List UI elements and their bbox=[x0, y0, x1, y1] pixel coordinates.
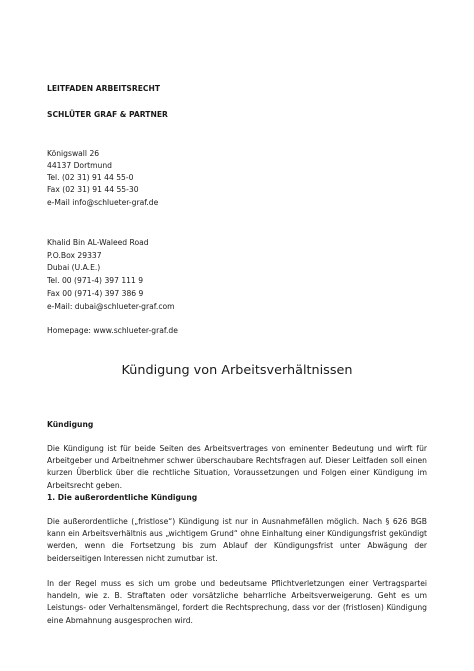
dubai-tel: Tel. 00 (971-4) 397 111 9 bbox=[47, 276, 144, 285]
dortmund-email: e-Mail info@schlueter-graf.de bbox=[47, 198, 159, 207]
homepage: Homepage: www.schlueter-graf.de bbox=[47, 326, 178, 335]
section-heading-ausserordentlich: 1. Die außerordentliche Kündigung bbox=[47, 493, 198, 502]
dubai-city: Dubai (U.A.E.) bbox=[47, 263, 101, 272]
dortmund-fax: Fax (02 31) 91 44 55-30 bbox=[47, 185, 139, 194]
dubai-email: e-Mail: dubai@schlueter-graf.com bbox=[47, 302, 175, 311]
document-title: Kündigung von Arbeitsverhältnissen bbox=[121, 363, 353, 378]
firm-name: SCHLÜTER GRAF & PARTNER bbox=[47, 110, 168, 119]
paragraph-pflichtverletzungen: In der Regel muss es sich um grobe und bedeutsame Pflichtverletzungen einer Vertragspartei handeln, wie z. B. Straftaten oder vorsätzliche beharrliche Arbeitsverweigerung. Geht es um Leistungs- oder Verhaltensmängel, fordert die Rechtsprechung, dass vor der (fristlosen) Kündigung eine Abmahnung ausgesprochen wird. bbox=[47, 579, 427, 625]
section-heading-kuendigung: Kündigung bbox=[47, 420, 94, 429]
intro-paragraph: Die Kündigung ist für beide Seiten des Arbeitsvertrages von eminenter Bedeutung und wirft für Arbeitgeber und Arbeitnehmer schwer überschaubare Rechtsfragen auf. Dieser Leitfaden soll einen kurzen Überblick über die rechtliche Situation, Voraussetzungen und Folgen einer Kündigung im Arbeitsrecht geben. bbox=[47, 444, 427, 490]
dortmund-tel: Tel. (02 31) 91 44 55-0 bbox=[47, 173, 134, 182]
paragraph-ausserordentlich: Die außerordentliche („fristlose“) Kündigung ist nur in Ausnahmefällen möglich. Nach § 626 BGB kann ein Arbeitsverhältnis aus „wichtigem Grund“ ohne Einhaltung einer Kündigungsfrist gekündigt werden, wenn die Fortsetzung bis zum Ablauf der Kündigungsfrist unter Abwägung der beiderseitigen Interessen nicht zumutbar ist. bbox=[47, 517, 427, 563]
dubai-fax: Fax 00 (971-4) 397 386 9 bbox=[47, 289, 144, 298]
dortmund-city: 44137 Dortmund bbox=[47, 161, 113, 170]
dubai-pobox: P.O.Box 29337 bbox=[47, 251, 102, 260]
doc-label: LEITFADEN ARBEITSRECHT bbox=[47, 84, 161, 93]
dubai-street: Khalid Bin AL-Waleed Road bbox=[47, 238, 149, 247]
dortmund-street: Königswall 26 bbox=[47, 149, 100, 158]
